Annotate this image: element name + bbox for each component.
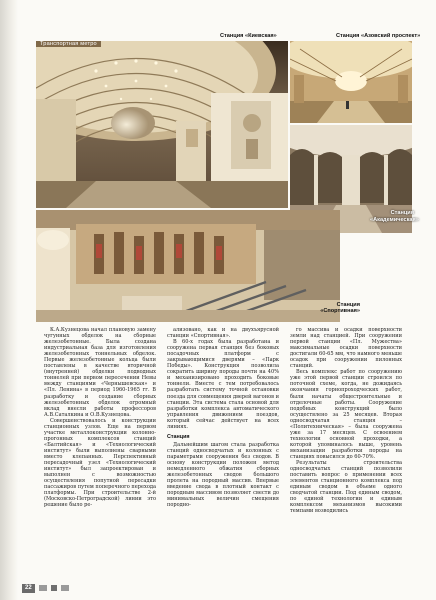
- page-footer: [22, 583, 69, 593]
- caption-kievskaya: Станция «Киевская»: [220, 33, 277, 39]
- caption-azovsky: Станция «Азовский проспект»: [336, 33, 421, 39]
- paragraph: го массива и осадки поверхности земли над станцией. При сооружении первой станции «Пл. Мужества» максимальные осадки поверхности достигали 60-65 мм, что намного меньше осадок при сооружении пилонных станций.: [290, 327, 402, 370]
- sportivnaya-illustration: [36, 210, 340, 322]
- caption-akademicheskaya: [370, 210, 419, 223]
- photo-azovsky: [290, 41, 412, 123]
- footer-bar: [51, 585, 57, 591]
- photo-kievskaya-hall: [36, 41, 288, 208]
- footer-bar: [39, 585, 47, 591]
- text-column-3: [290, 327, 402, 514]
- paragraph: В 60-х годах была разработана и сооружена первая станция без боковых посадочных платформ с закрывающимися дверями – «Парк Победы». Конструкция позволила сократить ширину породы почти на 40% и механизировано проходить боковые тоннели. Вместе с тем потребовалось разработать систему точной остановки поезда для совмещения дверей вагонов и станции. Эта система стала основой для разработки комплекса автоматического управления движением поездов, который сейчас действует на всех линиях.: [167, 339, 279, 430]
- text-column-1: [44, 327, 156, 508]
- paragraph: К.А.Кузнецова начал плановую замену чугунных обделок на сборные железобетонные. Была создана индустриальная база для изготовления железобетонных тоннельных обделок. Первые железобетонные кольца были поставлены в качестве вторичной (внутренней) обделки подводных тоннелей при первом пересечении Невы между станциями «Чернышевская» и «Пл. Ленина» в период 1960-1965 гг. В разработку и создание сборных железобетонных обделок огромный вклад внесли работы профессоров А.В.Саталкина и О.В.Кузнецова.: [44, 327, 156, 418]
- photo-sportivnaya: [36, 210, 340, 322]
- paragraph: Совершенствовалось и конструкции станционных узлов. Еще на первом участке металлоконструкции колонно-прогонных комплексов станций «Балтийская» и «Технологический институт» были выполнены сварными вместо клепанных. Перспективный пересадочный узел «Технологический институт» был запроектирован и выполнен с возможностью осуществления попутной пересадки пассажиров путем поперечного перехода платформы. При строительстве 2-й (Московско-Петроградской) линии это решение было ре-: [44, 417, 156, 509]
- paragraph: Весь комплекс работ по сооружению уже этой первой станции строился по поточной схеме, когда, не дожидаясь окончания горнопроходческих работ, были начаты общестроительные и отделочные работы. Сооружение подобных конструкций было осуществлено за 25 месяцев. Вторая односводчатая станция – «Политехническая» – была сооружена уже за 17 месяцев. С освоением технологии основной проходки, а которой упоминалось выше, уровень механизации разработки породы на станциях повысился до 60-70%.: [290, 369, 402, 460]
- text-column-2: [167, 327, 279, 508]
- hall-illustration: [36, 41, 288, 208]
- page-number: 22: [22, 584, 35, 593]
- caption-akademicheskaya-text: Станция «Академическая»: [370, 210, 419, 223]
- paragraph: ализовано, как и на двухъярусной станции «Спортивная».: [167, 327, 279, 340]
- subheading: Станция: [167, 433, 190, 440]
- footer-bar: [61, 585, 69, 591]
- paragraph: Результаты строительства односводчатых станций позволили поставить вопрос о применении всех элементов станционного комплекса под единым сводом в объеме одного сводчатой станции. Под единым сводом, по единой технологии и единым комплексом механизмов высокими темпами возводились: [290, 460, 402, 515]
- paragraph: Дальнейшим шагом стала разработка станций односводчатых и колонных с параметрами сооружения без сводов. В основу конструкции положен метод немедленного обжатия сборных железобетонных сводов большого пролета на породный массив. Впервые введение свода в плотный контакт с породным массивом позволяет свести до минимальных величин смещения породно-: [167, 441, 279, 509]
- caption-sportivnaya: [316, 302, 360, 315]
- caption-sportivnaya-text: Станция «Спортивная»: [320, 302, 360, 315]
- section-label: Транспортная метро: [36, 41, 101, 47]
- azovsky-illustration: [290, 41, 412, 123]
- page-binding: [0, 0, 18, 600]
